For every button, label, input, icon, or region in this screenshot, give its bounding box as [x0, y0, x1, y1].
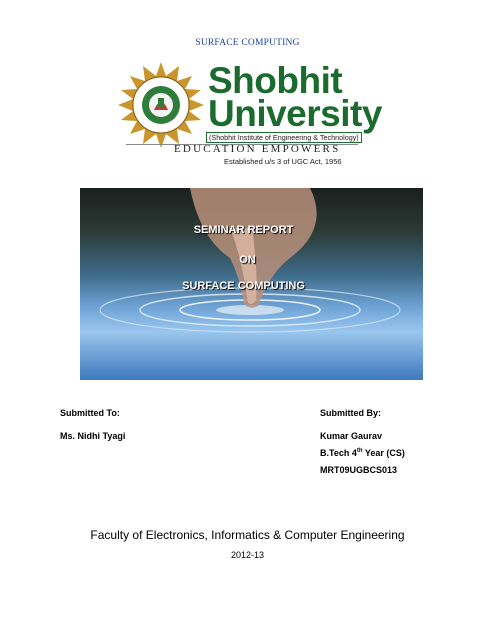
- submitted-by-label: Submitted By:: [320, 408, 382, 418]
- document-header: SURFACE COMPUTING: [195, 38, 300, 48]
- student-name: Kumar Gaurav: [320, 431, 383, 441]
- university-name-line2: University: [208, 93, 382, 134]
- course-suffix: Year (CS): [362, 448, 405, 458]
- student-roll-number: MRT09UGBCS013: [320, 465, 398, 475]
- banner-title-line1: SEMINAR REPORT: [193, 224, 294, 236]
- submitted-to-label: Submitted To:: [60, 408, 120, 418]
- faculty-name: Faculty of Electronics, Informatics & Computer Engineering: [90, 528, 405, 542]
- student-course: [320, 448, 405, 458]
- seminar-banner-image: [80, 188, 423, 380]
- establishment-note: Established u/s 3 of UGC Act, 1956: [224, 157, 342, 166]
- supervisor-name: Ms. Nidhi Tyagi: [60, 431, 126, 441]
- university-logo: [118, 60, 382, 178]
- university-seal-icon: [118, 62, 204, 148]
- university-tagline: EDUCATION EMPOWERS: [174, 143, 341, 155]
- academic-year: 2012-13: [230, 550, 265, 560]
- university-subtitle: (Shobhit Institute of Engineering & Technology): [206, 132, 362, 143]
- banner-title-line2: ON: [239, 254, 256, 266]
- course-ordinal: th: [356, 448, 363, 454]
- banner-title-line3: SURFACE COMPUTING: [182, 280, 305, 292]
- university-name-line1: Shobhit: [208, 60, 343, 101]
- course-prefix: B.Tech 4: [320, 448, 357, 458]
